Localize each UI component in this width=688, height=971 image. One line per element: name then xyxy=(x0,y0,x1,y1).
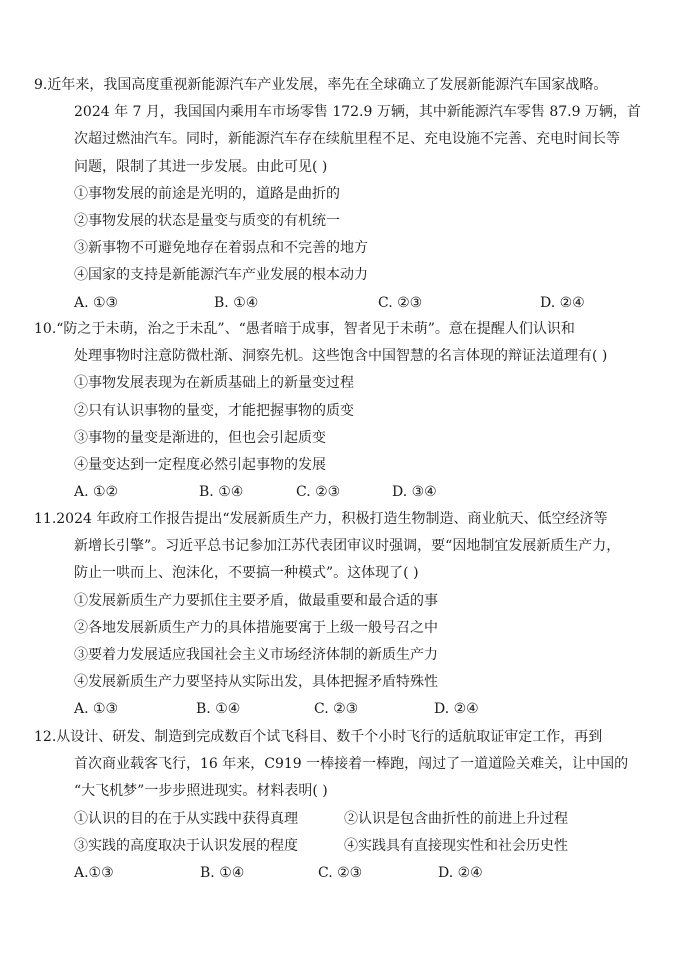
statement-item: ③事物的量变是渐进的，但也会引起质变 xyxy=(74,429,326,446)
question-stem-text: 近年来，我国高度重视新能源汽车产业发展，率先在全球确立了发展新能源汽车国家战略。 xyxy=(47,77,608,93)
statement-item: ①认识的目的在于从实践中获得真理 xyxy=(74,810,298,827)
question-stem-line: 2024 年 7 月，我国国内乘用车市场零售 172.9 万辆，其中新能源汽车零售 87.9 万辆，首 xyxy=(74,104,641,121)
choice-c: C. ②③ xyxy=(314,701,359,718)
question-stem-text: 2024 年政府工作报告提出“发展新质生产力，积极打造生物制造、商业航天、低空经济等 xyxy=(56,511,608,527)
choice-c: C. ②③ xyxy=(378,294,423,311)
statement-item: ①事物发展表现为在新质基础上的新量变过程 xyxy=(74,375,354,392)
answer-choices xyxy=(54,860,654,887)
question-10 xyxy=(34,316,654,506)
question-number: 10. xyxy=(34,321,57,337)
statement-pair xyxy=(54,806,654,833)
question-stem-line xyxy=(34,506,654,533)
question-stem-line: 新增长引擎”。习近平总书记参加江苏代表团审议时强调，要“因地制宜发展新质生产力， xyxy=(74,538,621,555)
choice-b: B. ①④ xyxy=(200,864,245,881)
question-stem-text: “防之于未萌，治之于未乱”、“愚者暗于成事，智者见于未萌”。意在提醒人们认识和 xyxy=(56,321,575,337)
statement-item: ③要着力发展适应我国社会主义市场经济体制的新质生产力 xyxy=(74,646,438,663)
statement-item: ②认识是包含曲折性的前进上升过程 xyxy=(344,810,568,827)
question-stem-text: 从设计、研发、制造到完成数百个试飞科目、数千个小时飞行的适航取证审定工作，再到 xyxy=(56,729,603,745)
statement-pair xyxy=(54,833,654,860)
statement-item: ③实践的高度取决于认识发展的程度 xyxy=(74,837,298,854)
statement-item: ②事物发展的状态是量变与质变的有机统一 xyxy=(74,212,340,229)
question-stem-line: 问题，限制了其进一步发展。由此可见( ) xyxy=(74,158,328,175)
statement-item: ④实践具有直接现实性和社会历史性 xyxy=(344,837,568,854)
question-9 xyxy=(34,72,654,317)
choice-a: A. ①② xyxy=(74,484,119,501)
choice-a: A.①③ xyxy=(74,864,114,881)
choice-a: A. ①③ xyxy=(74,294,119,311)
question-stem-line xyxy=(34,316,654,343)
question-stem-line: “大飞机梦”一步步照进现实。材料表明( ) xyxy=(74,783,328,800)
choice-d: D. ②④ xyxy=(438,864,483,881)
choice-d: D. ②④ xyxy=(540,294,585,311)
statement-item: ④量变达到一定程度必然引起事物的发展 xyxy=(74,456,326,473)
choice-b: B. ①④ xyxy=(199,484,244,501)
question-number: 11. xyxy=(34,511,57,527)
choice-b: B. ①④ xyxy=(214,294,259,311)
question-11 xyxy=(34,506,654,724)
choice-d: D. ③④ xyxy=(392,484,437,501)
question-12 xyxy=(34,724,654,887)
choice-a: A. ①③ xyxy=(74,701,119,718)
question-stem-line xyxy=(34,724,654,751)
statement-item: ①发展新质生产力要抓住主要矛盾，做最重要和最合适的事 xyxy=(74,592,438,609)
choice-c: C. ②③ xyxy=(318,864,363,881)
answer-choices xyxy=(54,290,654,317)
question-stem-line: 次超过燃油汽车。同时，新能源汽车存在续航里程不足、充电设施不完善、充电时间长等 xyxy=(74,131,620,148)
question-number: 12. xyxy=(34,729,57,745)
choice-c: C. ②③ xyxy=(296,484,341,501)
answer-choices xyxy=(54,479,654,506)
question-stem-line xyxy=(34,72,654,99)
statement-item: ②只有认识事物的量变，才能把握事物的质变 xyxy=(74,402,354,419)
statement-item: ④国家的支持是新能源汽车产业发展的根本动力 xyxy=(74,267,368,284)
choice-d: D. ②④ xyxy=(434,701,479,718)
question-stem-line: 防止一哄而上、泡沫化，不要搞一种模式”。这体现了( ) xyxy=(74,565,419,582)
question-stem-line: 处理事物时注意防微杜渐、洞察先机。这些饱含中国智慧的名言体现的辩证法道理有( ) xyxy=(74,348,608,365)
answer-choices xyxy=(54,696,654,723)
statement-item: ③新事物不可避免地存在着弱点和不完善的地方 xyxy=(74,240,368,257)
choice-b: B. ①④ xyxy=(196,701,241,718)
question-number: 9. xyxy=(34,77,48,93)
statement-item: ②各地发展新质生产力的具体措施要寓于上级一般号召之中 xyxy=(74,619,438,636)
question-stem-line: 首次商业载客飞行，16 年来，C919 一棒接着一棒跑，闯过了一道道险关难关，让中国的 xyxy=(74,756,629,773)
statement-item: ④发展新质生产力要坚持从实际出发，具体把握矛盾特殊性 xyxy=(74,674,438,691)
statement-item: ①事物发展的前途是光明的，道路是曲折的 xyxy=(74,185,340,202)
